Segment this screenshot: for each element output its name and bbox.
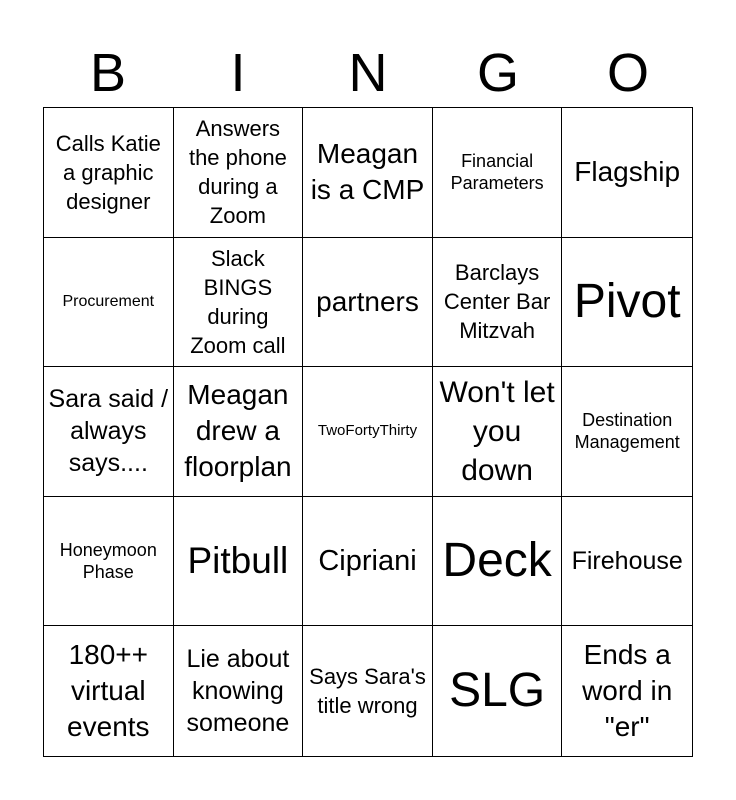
bingo-cell[interactable] bbox=[303, 497, 433, 627]
bingo-cell[interactable] bbox=[174, 497, 304, 627]
bingo-cell[interactable] bbox=[562, 626, 692, 756]
bingo-cell[interactable] bbox=[44, 626, 174, 756]
bingo-board bbox=[43, 107, 693, 757]
bingo-cell[interactable] bbox=[303, 626, 433, 756]
bingo-cell[interactable] bbox=[562, 367, 692, 497]
bingo-cell[interactable] bbox=[174, 367, 304, 497]
cell-label: TwoFortyThirty bbox=[317, 422, 418, 440]
bingo-cell[interactable] bbox=[433, 108, 563, 238]
cell-label: SLG bbox=[449, 664, 546, 718]
bingo-cell[interactable] bbox=[303, 108, 433, 238]
cell-label: Meagan is a CMP bbox=[310, 138, 425, 206]
header-letter-o: O bbox=[606, 43, 649, 103]
header-letter-b: B bbox=[89, 43, 127, 103]
bingo-cell[interactable] bbox=[433, 626, 563, 756]
cell-label: Meagan drew a floorplan bbox=[184, 379, 292, 483]
header-letter-i: I bbox=[230, 43, 246, 103]
bingo-cell[interactable] bbox=[303, 238, 433, 368]
bingo-cell[interactable] bbox=[562, 497, 692, 627]
cell-label: 180++ virtual events bbox=[67, 639, 150, 743]
cell-label: Barclays Center Bar Mitzvah bbox=[443, 260, 551, 344]
cell-label: Won't let you down bbox=[439, 375, 555, 487]
bingo-cell[interactable] bbox=[433, 238, 563, 368]
bingo-cell[interactable] bbox=[174, 626, 304, 756]
cell-label: Ends a word in "er" bbox=[582, 639, 673, 743]
bingo-cell[interactable] bbox=[562, 238, 692, 368]
cell-label: Pivot bbox=[573, 274, 681, 328]
cell-label: Answers the phone during a Zoom bbox=[188, 116, 287, 229]
bingo-cell[interactable] bbox=[562, 108, 692, 238]
bingo-cell[interactable] bbox=[44, 497, 174, 627]
bingo-header bbox=[43, 40, 693, 106]
bingo-cell[interactable] bbox=[433, 497, 563, 627]
cell-label: Sara said / always says.... bbox=[48, 385, 169, 478]
bingo-cell[interactable] bbox=[44, 367, 174, 497]
bingo-cell[interactable] bbox=[303, 367, 433, 497]
bingo-cell[interactable] bbox=[44, 238, 174, 368]
cell-label: Deck bbox=[442, 534, 552, 588]
cell-label: Financial Parameters bbox=[450, 151, 544, 194]
cell-label: Firehouse bbox=[571, 547, 683, 576]
cell-label: Cipriani bbox=[318, 545, 417, 578]
cell-label: partners bbox=[316, 285, 419, 317]
bingo-cell[interactable] bbox=[174, 108, 304, 238]
cell-label: Destination Management bbox=[574, 410, 680, 453]
cell-label: Flagship bbox=[574, 156, 681, 188]
header-letter-g: G bbox=[476, 43, 519, 103]
bingo-cell[interactable] bbox=[174, 238, 304, 368]
header-letter-n: N bbox=[348, 43, 388, 103]
cell-label: Calls Katie a graphic designer bbox=[55, 130, 161, 214]
cell-label: Slack BINGS during Zoom call bbox=[190, 245, 286, 358]
bingo-cell[interactable] bbox=[44, 108, 174, 238]
cell-label: Procurement bbox=[62, 292, 155, 310]
cell-label: Honeymoon Phase bbox=[59, 540, 157, 583]
cell-label: Says Sara's title wrong bbox=[309, 664, 426, 719]
cell-label: Pitbull bbox=[187, 540, 289, 582]
cell-label: Lie about knowing someone bbox=[186, 645, 290, 738]
bingo-cell[interactable] bbox=[433, 367, 563, 497]
